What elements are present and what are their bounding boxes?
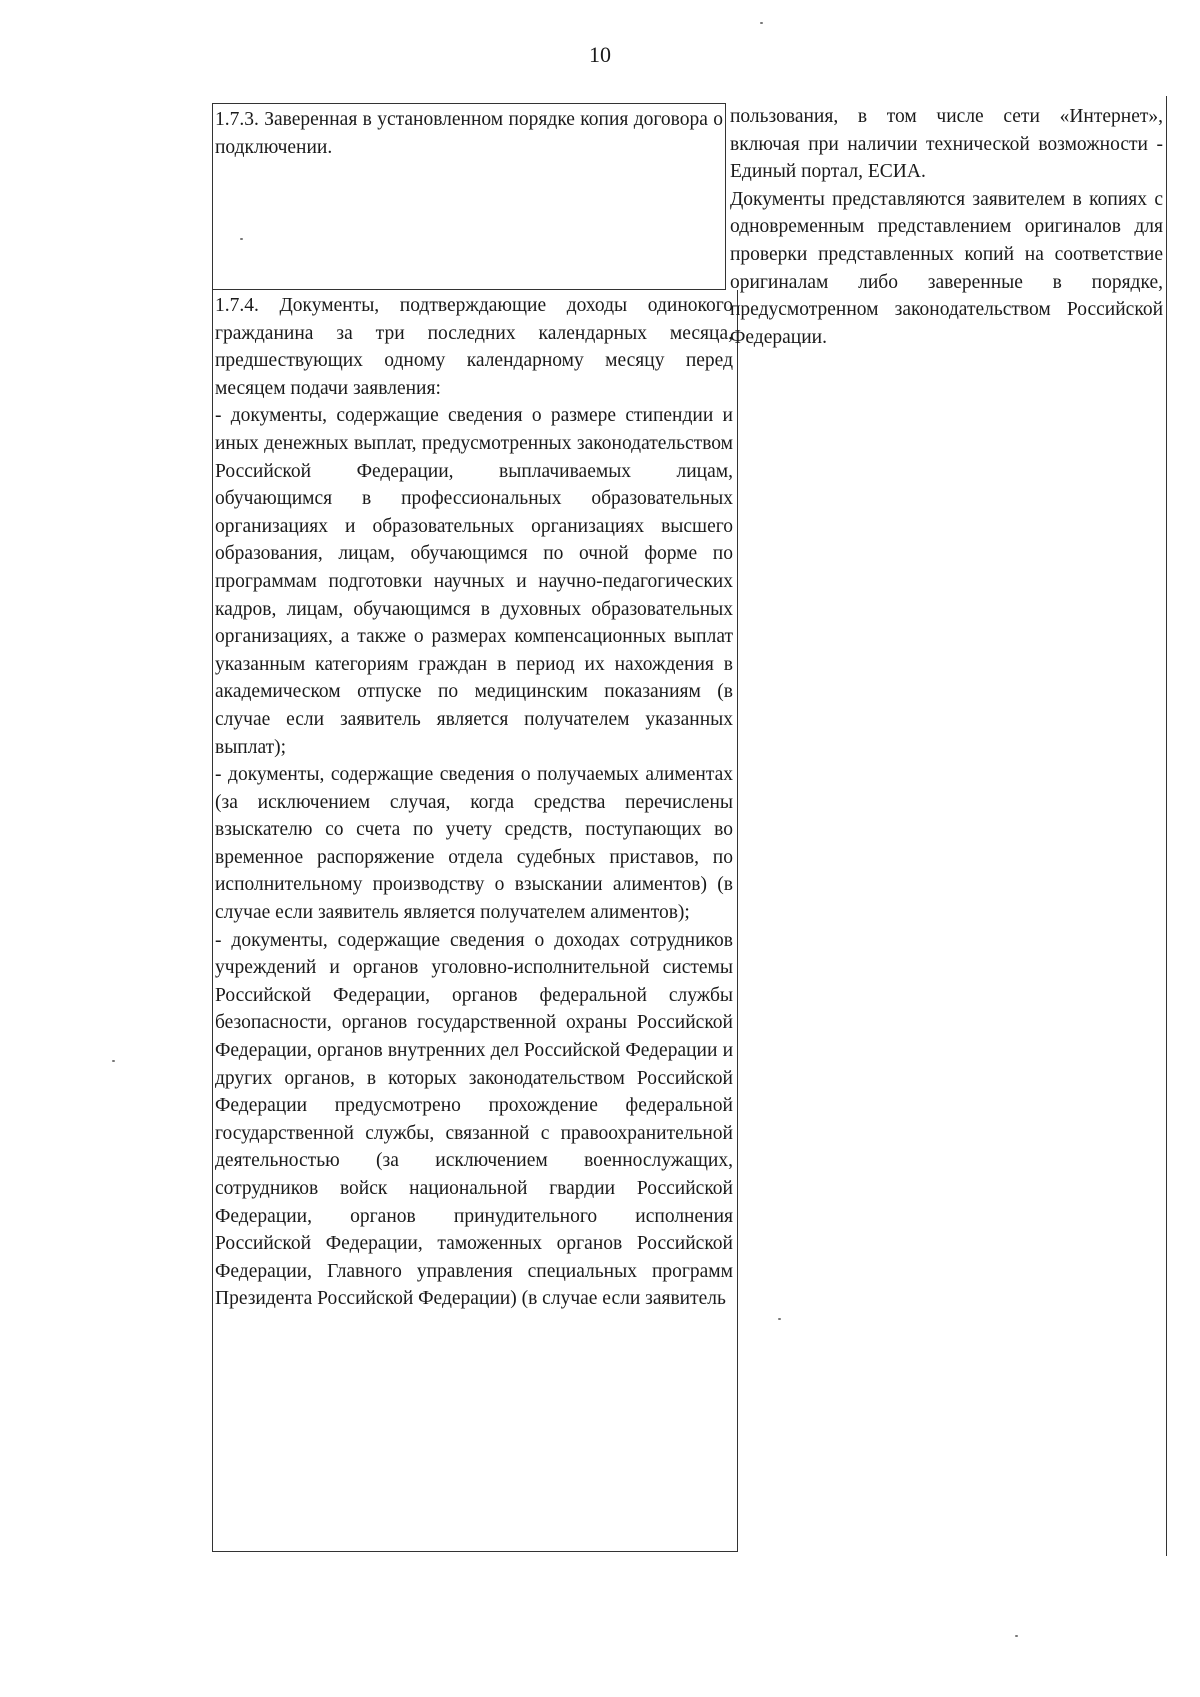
right-column-paragraph-1: пользования, в том числе сети «Интернет», включая при наличии технической возможности - Единый портал, ЕСИА. [730,106,1163,183]
item-1-7-4-intro: 1.7.4. Документы, подтверждающие доходы одинокого гражданина за три последних календарных месяца, предшествующих одному календарному месяцу перед месяцем подачи заявления: [215,295,733,399]
item-1-7-4-bullet-2: - документы, содержащие сведения о получаемых алиментах (за исключением случая, когда средства перечислены взыскателю со счета по учету средств, поступающих во временное распоряжение отдела судебных приставов, по исполнительному производству о взыскании алиментов) (в случае если заявитель является получателем алиментов); [215,764,733,924]
page-number: 10 [589,42,611,67]
table-cell-1-7-4 [212,290,738,1552]
scan-speck [760,22,763,24]
right-column-paragraph-2: Документы представляются заявителем в копиях с одновременным представлением оригиналов для проверки представленных копий на соответствие оригиналам либо заверенные в порядке, предусмотренном законодательством Российской Федерации. [730,188,1163,348]
scan-speck [112,1060,115,1062]
scan-speck [240,238,243,240]
scan-speck [778,1318,781,1320]
item-1-7-4-bullet-1: - документы, содержащие сведения о размере стипендии и иных денежных выплат, предусмотренных законодательством Российской Федерации, выплачиваемых лицам, обучающимся в профессиональных образовательных организациях и образовательных организациях высшего образования, лицам, обучающимся по очной форме по программам подготовки научных и научно-педагогических кадров, лицам, обучающимся в духовных образовательных организациях, а также о размерах компенсационных выплат указанным категориям граждан в период их нахождения в академическом отпуске по медицинским показаниям (в случае если заявитель является получателем указанных выплат); [215,405,733,758]
item-1-7-3-text: 1.7.3. Заверенная в установленном порядке копия договора о подключении. [215,109,723,158]
right-column [728,103,1165,351]
scan-speck [1015,1635,1018,1637]
item-1-7-4-bullet-3: - документы, содержащие сведения о доходах сотрудников учреждений и органов уголовно-исполнительной системы Российской Федерации, органов федеральной службы безопасности, органов государственной охраны Российской Федерации, органов внутренних дел Российской Федерации и других органов, в которых законодательством Российской Федерации предусмотрено прохождение федеральной государственной службы, связанной с правоохранительной деятельностью (за исключением военнослужащих, сотрудников войск национальной гвардии Российской Федерации, органов принудительного исполнения Российской Федерации, таможенных органов Российской Федерации, Главного управления специальных программ Президента Российской Федерации) (в случае если заявитель [215,929,733,1310]
table-cell-1-7-3 [212,103,726,290]
table-right-border [1166,96,1167,1556]
